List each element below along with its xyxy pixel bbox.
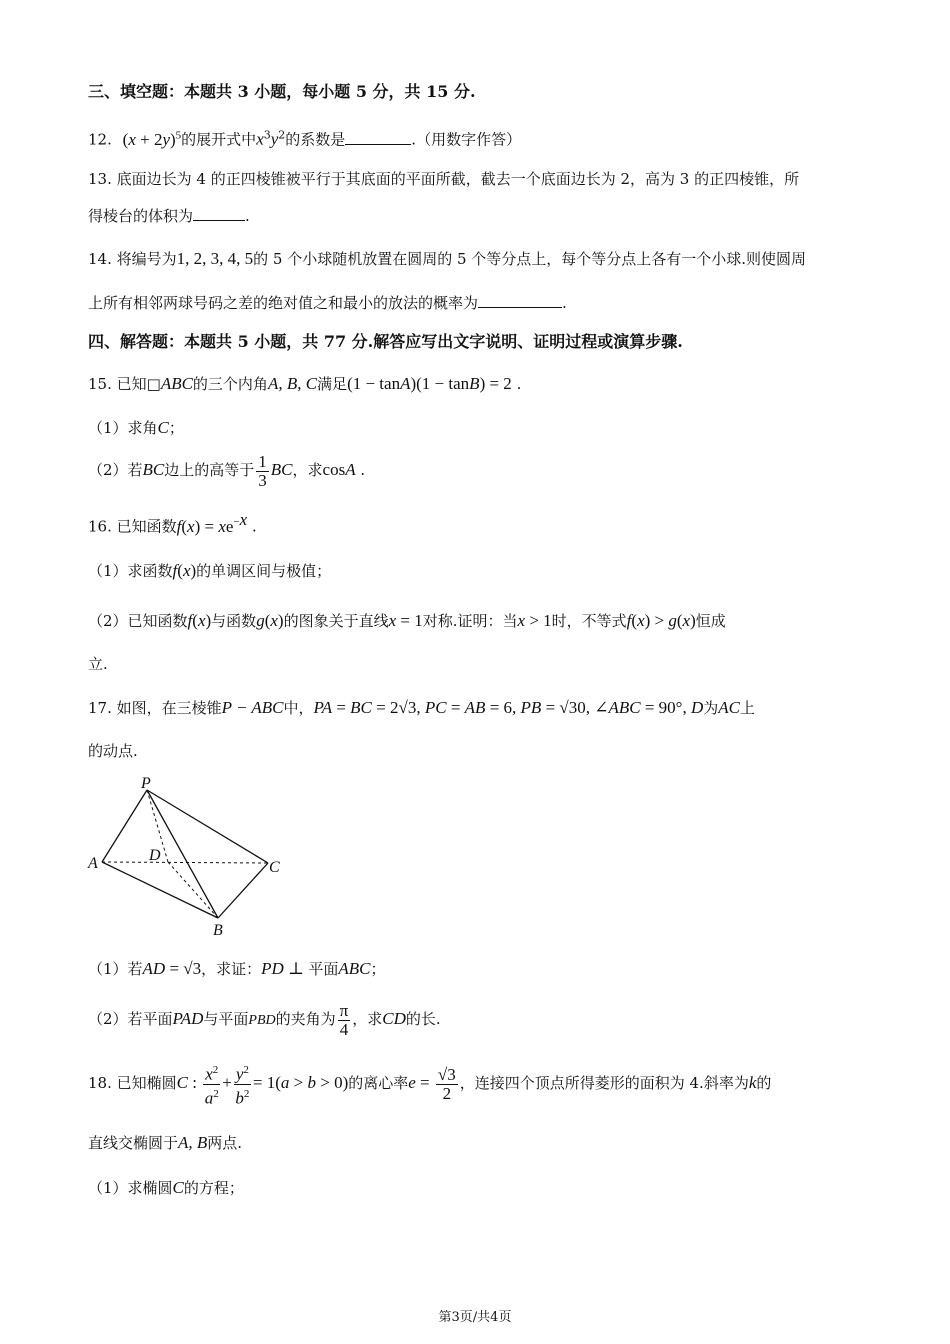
question-15-part1: （1）求角C； <box>88 418 184 437</box>
label-A: A <box>88 855 98 872</box>
section-4-header: 四、解答题：本题共 5 小题，共 77 分.解答应写出文字说明、证明过程或演算步骤. <box>88 332 683 351</box>
question-16: 16. 已知函数$f(x) = xe^{-x}$ . <box>88 510 257 536</box>
label-C: C <box>269 859 280 876</box>
question-12: 12. $(x + 2y)^5$的展开式中$x^3y^2$的系数是 .（用数字作答） <box>88 128 522 149</box>
q17-text2: 中， <box>283 699 314 717</box>
question-14-line2 <box>88 292 567 314</box>
q17-p1-text4: ； <box>370 960 386 978</box>
label-P: P <box>141 775 151 792</box>
q12-answer-blank <box>345 130 411 145</box>
edge-PC <box>147 790 268 863</box>
q15-p2-text1: （2）若 <box>88 461 143 479</box>
q12-text3: .（用数字作答） <box>411 130 522 149</box>
q15-text1: 15. 已知 <box>88 375 147 393</box>
q14-text1: 14. 将编号为 <box>88 250 177 268</box>
q15-p1-text: （1）求角 <box>88 419 158 437</box>
q16-p2-text3: 的图象关于直线 <box>283 612 389 630</box>
edge-AB <box>102 862 218 918</box>
question-15: 15. 已知□ABC的三个内角A, B, C满足(1 − tanA)(1 − tanB) = 2 . <box>88 374 522 393</box>
q16-p2-text4: 对称.证明：当 <box>422 612 518 630</box>
q12-text1: 的展开式中 <box>181 130 257 149</box>
q17-p2-text5: 的长. <box>405 1010 441 1028</box>
q17-p2-text3: 的夹角为 <box>275 1010 336 1028</box>
q16-text1: 16. 已知函数 <box>88 517 177 536</box>
q15-text2: 的三个内角 <box>192 375 268 393</box>
q15-p2-text2: 边上的高等于 <box>164 461 255 479</box>
q14-text2: 的 5 个小球随机放置在圆周的 5 个等分点上，每个等分点上各有一个小球.则使圆周 <box>253 250 807 268</box>
q16-p1-text2: 的单调区间与极值； <box>196 562 332 580</box>
q14-answer-blank <box>478 293 562 308</box>
q15-p2-text3: ，求 <box>292 461 323 479</box>
q15-p1-end: ； <box>168 419 184 437</box>
q14-numbers: 1, 2, 3, 4, 5 <box>176 249 254 268</box>
q13-line2-text: 得棱台的体积为 <box>88 207 194 225</box>
q15-tri-symbol: □ <box>146 375 161 393</box>
segment-DB-hidden <box>168 862 218 918</box>
question-14-line1 <box>88 248 806 270</box>
page-footer: 第3页/共4页 <box>438 1310 512 1325</box>
question-17-part1: （1）若AD = √3，求证：PD ⊥ 平面ABC； <box>88 959 386 978</box>
question-13-line2 <box>88 205 250 227</box>
question-15-part2: （2）若BC边上的高等于 $\frac{1}{3}$ BC，求cosA . <box>88 451 366 490</box>
question-17: 17. 如图，在三棱锥P − ABC中，PA = BC = 2√3, PC = AB = 6, PB = √30, ∠ABC = 90°, D为AC上 <box>88 698 756 717</box>
label-D: D <box>149 847 161 864</box>
q17-text1: 17. 如图，在三棱锥 <box>88 699 222 717</box>
q18-text4: 的 <box>756 1074 772 1092</box>
q18-text3: ，连接四个顶点所得菱形的面积为 4.斜率为 <box>459 1074 749 1092</box>
q16-p2-text1: （2）已知函数 <box>88 612 188 630</box>
q17-p1-text1: （1）若 <box>88 960 143 978</box>
q13-period: . <box>245 207 250 225</box>
q15-angles: A, B, C <box>267 374 318 393</box>
question-16-part2: （2）已知函数f(x)与函数g(x)的图象关于直线x = 1对称.证明：当x > 1时，不等式f(x) > g(x)恒成 <box>88 611 726 630</box>
question-18-part1: （1）求椭圆C的方程； <box>88 1178 244 1197</box>
q18-line2-text2: 两点. <box>207 1134 243 1152</box>
q17-text4: 上 <box>740 699 756 717</box>
q16-p2-text5: 时，不等式 <box>551 612 627 630</box>
question-18: 18. 已知椭圆C : $\frac{x^2}{a^2}$ + $\frac{y^2}{b^2}$ = 1(a > b > 0)的离心率e = $\frac{√3}{2}$ ，连接四个顶点所得菱形的面积为 4.斜率为k的 <box>88 1060 771 1107</box>
question-16-part2-end: 立. <box>88 655 108 673</box>
q17-p2-text2: 与平面 <box>203 1010 249 1028</box>
q17-text3: 为 <box>703 699 719 717</box>
question-18-line2: 直线交椭圆于A, B两点. <box>88 1133 243 1152</box>
q18-y-fraction: $\frac{y^2}{b^2}$ <box>234 1061 251 1107</box>
question-13-line1: 13. 底面边长为 4 的正四棱锥被平行于其底面的平面所截，截去一个底面边长为 2，高为 3 的正四棱锥，所 <box>88 170 800 188</box>
q12-number: 12. <box>88 130 112 149</box>
q18-text2: 的离心率 <box>348 1074 409 1092</box>
q17-pi-fraction: $\frac{\pi}{4}$ <box>339 1000 349 1039</box>
q13-answer-blank <box>193 206 245 221</box>
question-16-part1: （1）求函数f(x)的单调区间与极值； <box>88 561 332 580</box>
edge-AC-hidden <box>102 862 268 863</box>
q18-ecc-fraction: $\frac{√3}{2}$ <box>437 1064 456 1103</box>
q17-p1-text3: 平面 <box>308 960 339 978</box>
q18-line2-text1: 直线交椭圆于 <box>88 1134 179 1152</box>
edge-PA <box>102 790 147 862</box>
q15-fraction: $\frac{1}{3}$ <box>258 451 267 490</box>
q17-p2-text4: ，求 <box>352 1010 383 1028</box>
q16-p2-text6: 恒成 <box>695 612 726 630</box>
q18-p1-text1: （1）求椭圆 <box>88 1179 173 1197</box>
edge-BC <box>218 863 268 918</box>
q18-x-fraction: $\frac{x^2}{a^2}$ <box>203 1061 220 1107</box>
q17-p1-text2: ，求证： <box>201 960 262 978</box>
question-17-part2: （2）若平面PAD与平面PBD的夹角为 $\frac{\pi}{4}$ ，求CD的长. <box>88 1000 441 1039</box>
question-17-line2: 的动点. <box>88 742 138 760</box>
q14-line2-text: 上所有相邻两球号码之差的绝对值之和最小的放法的概率为 <box>88 294 479 312</box>
q17-p2-text1: （2）若平面 <box>88 1010 173 1028</box>
q15-text3: 满足 <box>317 375 348 393</box>
q18-text1: 18. 已知椭圆 <box>88 1074 177 1092</box>
label-B: B <box>213 922 223 939</box>
tetrahedron-figure <box>80 775 300 940</box>
q18-p1-text2: 的方程； <box>183 1179 244 1197</box>
q12-text2: 的系数是 <box>285 130 346 149</box>
q16-p1-text1: （1）求函数 <box>88 562 173 580</box>
section-3-header: 三、填空题：本题共 3 小题，每小题 5 分，共 15 分. <box>88 82 476 101</box>
q16-p2-text2: 与函数 <box>211 612 257 630</box>
q14-period: . <box>562 294 567 312</box>
